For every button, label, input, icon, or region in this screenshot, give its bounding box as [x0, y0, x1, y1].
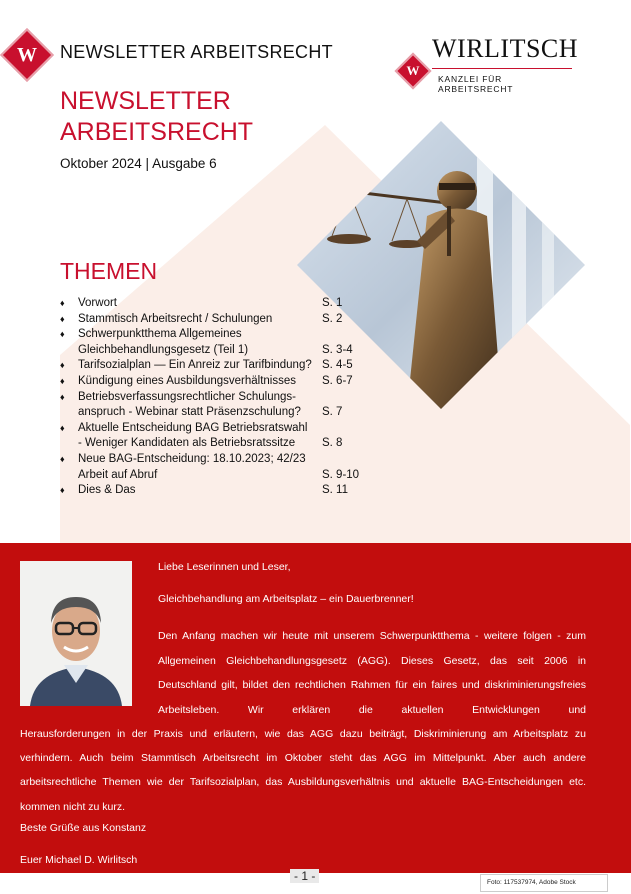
diamond-bullet-icon: ♦	[60, 313, 65, 324]
brand-underline	[432, 68, 572, 69]
brand-subtitle: KANZLEI FÜR ARBEITSRECHT	[438, 74, 514, 94]
diamond-bullet-icon: ♦	[60, 485, 65, 496]
edition-info: Oktober 2024 | Ausgabe 6	[60, 156, 217, 171]
diamond-bullet-icon: ♦	[60, 360, 65, 371]
toc-item-page: S. 6-7	[322, 374, 353, 387]
letter-closing: Beste Grüße aus Konstanz	[20, 822, 147, 834]
page-number: - 1 -	[290, 869, 319, 883]
brand-name: WIRLITSCH	[432, 34, 579, 63]
toc-item[interactable]	[60, 390, 360, 421]
toc-heading: THEMEN	[60, 258, 158, 284]
toc-item-title: Dies & Das	[78, 484, 136, 497]
photo-credit: Foto: 117537974, Adobe Stock	[480, 874, 608, 892]
toc-item-page: S. 9-10	[322, 468, 360, 481]
toc-item[interactable]	[60, 421, 360, 452]
toc-item-page: S. 8	[322, 437, 343, 450]
brand-logo	[396, 34, 579, 94]
header-title: NEWSLETTER ARBEITSRECHT	[60, 42, 333, 62]
toc-item-title: Vorwort	[78, 297, 117, 309]
toc-item-page: S. 4-5	[322, 359, 353, 372]
toc-item[interactable]	[60, 296, 360, 312]
toc-item-page: S. 2	[322, 312, 343, 325]
toc-item-title: Betriebsverfassungsrechtlicher Schulungs- anspruch - Webinar statt Präsenzschulung?	[78, 390, 301, 419]
toc-item-title: Aktuelle Entscheidung BAG Betriebsratswahl - Weniger Kandidaten als Betriebsratssitze	[78, 421, 308, 450]
toc-list	[60, 296, 360, 499]
toc-item-page: S. 1	[322, 297, 343, 309]
letter-paragraph-1: Den Anfang machen wir heute mit unserem Schwerpunktthema - weitere folgen - zum Allgemeinen Gleichbehandlungsgesetz (AGG). Dieses Gesetz, das seit 2006 in Deutschland gilt, bildet den rechtlichen Rahmen für ein faires und diskriminierungsfreies Arbeitsleben. Wir erklären die aktuellen Entwicklungen und	[158, 630, 586, 716]
toc-item-title: Neue BAG-Entscheidung: 18.10.2023; 42/23 Arbeit auf Abruf	[78, 452, 306, 481]
toc-item-title: Schwerpunktthema Allgemeines Gleichbehandlungsgesetz (Teil 1)	[78, 328, 249, 356]
toc-item[interactable]	[60, 327, 360, 358]
toc-item-page: S. 7	[322, 406, 343, 419]
diamond-bullet-icon: ♦	[60, 298, 65, 308]
toc-item-title: Stammtisch Arbeitsrecht / Schulungen	[78, 312, 273, 325]
toc-item-page: S. 11	[322, 484, 348, 497]
diamond-bullet-icon: ♦	[60, 329, 65, 340]
toc-item-title: Kündigung eines Ausbildungsverhältnisses	[78, 374, 297, 387]
letter-paragraph-2: Herausforderungen in der Praxis und erläutern, wie das AGG dazu beiträgt, Diskriminierung am Arbeitsplatz zu verhindern. Auch beim Stammtisch Arbeitsrecht im Oktober steht das AGG im Mittelpunkt. Aber auch andere arbeitsrechtliche Themen wie der Tarifsozialplan, das Ausbildungsverhältnis und aktuelle BAG-Entscheidungen etc. kommen nicht zu kurz.	[20, 728, 586, 813]
newsletter-title: NEWSLETTER ARBEITSRECHT	[60, 87, 254, 146]
toc-item[interactable]	[60, 312, 360, 328]
toc-item[interactable]	[60, 374, 360, 390]
toc-item[interactable]	[60, 358, 360, 374]
brand-diamond-icon: W	[395, 53, 432, 90]
toc-item-title: Tarifsozialplan — Ein Anreiz zur Tarifbindung?	[78, 359, 312, 372]
letter-greeting: Liebe Leserinnen und Leser,	[158, 561, 291, 573]
diamond-bullet-icon: ♦	[60, 422, 65, 433]
author-portrait-image	[20, 561, 132, 706]
toc-item-page: S. 3-4	[322, 343, 353, 356]
letter-signature: Euer Michael D. Wirlitsch	[20, 854, 138, 866]
toc-item[interactable]	[60, 483, 360, 499]
diamond-bullet-icon: ♦	[60, 453, 65, 464]
toc-item[interactable]	[60, 452, 360, 483]
wirlitsch-logo-icon: W	[0, 28, 54, 82]
diamond-bullet-icon: ♦	[60, 375, 65, 386]
diamond-bullet-icon: ♦	[60, 391, 65, 402]
letter-subject: Gleichbehandlung am Arbeitsplatz – ein Dauerbrenner!	[158, 593, 414, 605]
